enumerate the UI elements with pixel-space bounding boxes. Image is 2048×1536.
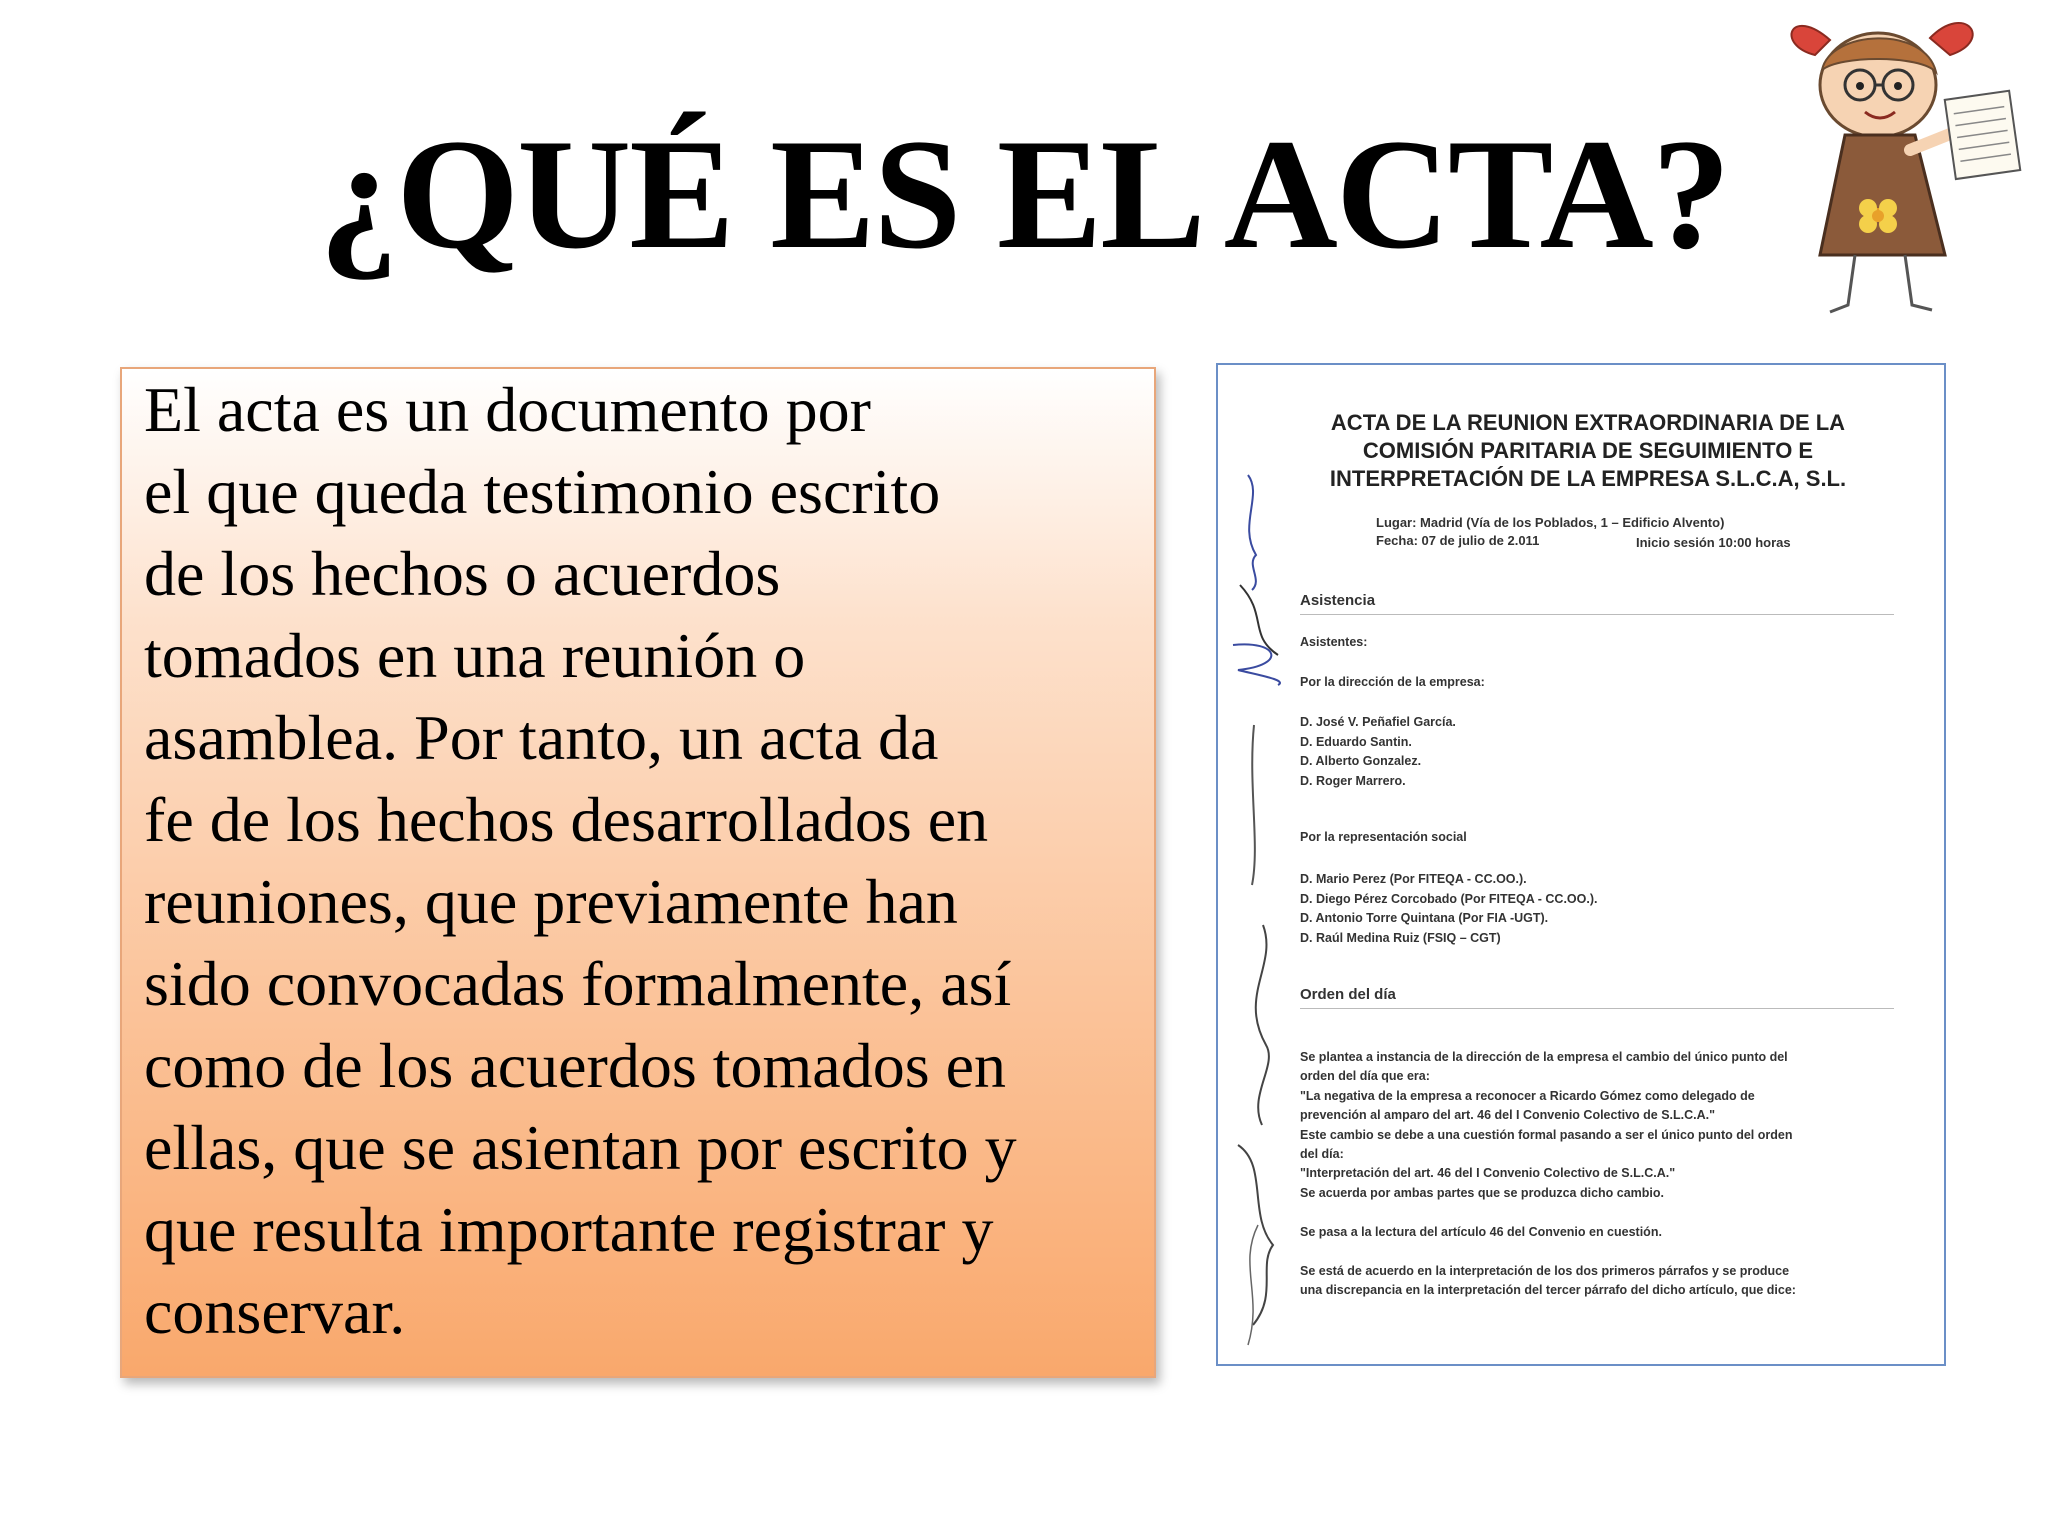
document-date: Fecha: 07 de julio de 2.011 (1376, 533, 1540, 548)
divider (1300, 614, 1894, 615)
reading-paragraph: Se pasa a la lectura del artículo 46 del Convenio en cuestión. (1300, 1225, 1662, 1239)
list-item: D. Raúl Medina Ruiz (FSIQ – CGT) (1300, 930, 1501, 945)
agenda-paragraph: Se plantea a instancia de la dirección de la empresa el cambio del único punto del orden del día que era: "La negativa de la empresa a reconocer a Ricardo Gómez como delegado de prevención al amparo del art. 46 del I Convenio Colectivo de S.L.C.A." Este cambio se debe a una cuestión formal pasando a ser el único punto del orden del día: "Interpretación del art. 46 del I Convenio Colectivo de S.L.C.A." Se acuerda por ambas partes que se produzca dicho cambio. (1300, 1050, 1793, 1200)
discrepancy-paragraph: Se está de acuerdo en la interpretación de los dos primeros párrafos y se produce una discrepancia en la interpretación del tercer párrafo del dicho artículo, que dice: (1300, 1264, 1796, 1298)
acta-document-image (1216, 363, 1946, 1366)
cartoon-girl-reading-illustration (1760, 0, 2028, 330)
management-label: Por la dirección de la empresa: (1300, 675, 1485, 689)
document-location: Lugar: Madrid (Vía de los Poblados, 1 – Edificio Alvento) (1376, 515, 1725, 530)
definition-text: El acta es un documento por el que queda testimonio escrito de los hechos o acuerdos tomados en una reunión o asamblea. Por tanto, un acta da fe de los hechos desarrollados en reuniones, que previamente han sido convocadas formalmente, así como de los acuerdos tomados en ellas, que se asientan por escrito y que resulta importante registrar y conservar. (144, 374, 1017, 1347)
divider (1300, 1008, 1894, 1009)
attendance-heading: Asistencia (1300, 592, 1376, 609)
margin-signatures (1218, 365, 1298, 1365)
list-item: D. José V. Peñafiel García. (1300, 715, 1456, 729)
list-item: D. Eduardo Santin. (1300, 734, 1412, 749)
management-names (1300, 713, 1456, 791)
list-item: D. Alberto Gonzalez. (1300, 754, 1422, 768)
social-representation-names (1300, 870, 1597, 948)
list-item: D. Diego Pérez Corcobado (Por FITEQA - CC.OO.). (1300, 891, 1598, 906)
definition-text-box (120, 367, 1156, 1378)
document-heading: ACTA DE LA REUNION EXTRAORDINARIA DE LA COMISIÓN PARITARIA DE SEGUIMIENTO E INTERPRETACIÓN DE LA EMPRESA S.L.C.A, S.L. (1329, 410, 1847, 491)
document-start-time: Inicio sesión 10:00 horas (1636, 535, 1791, 550)
list-item: D. Antonio Torre Quintana (Por FIA -UGT). (1300, 911, 1549, 925)
social-representation-label: Por la representación social (1300, 830, 1467, 844)
attendees-label: Asistentes: (1300, 635, 1368, 649)
agenda-heading: Orden del día (1300, 986, 1396, 1003)
slide-title: ¿QUÉ ES EL ACTA? (319, 107, 1729, 282)
list-item: D. Roger Marrero. (1300, 773, 1406, 788)
list-item: D. Mario Perez (Por FITEQA - CC.OO.). (1300, 872, 1527, 886)
